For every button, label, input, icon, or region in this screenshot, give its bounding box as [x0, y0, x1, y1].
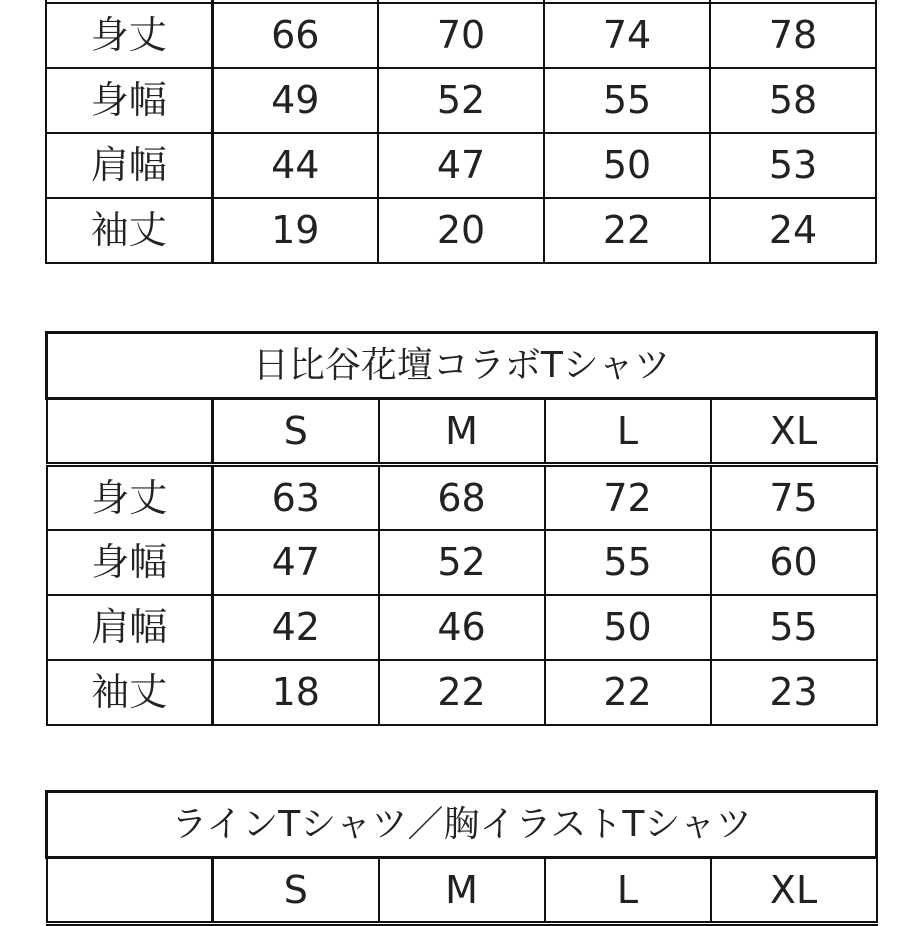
- size-header: M: [379, 858, 545, 924]
- cell-value: 42: [213, 595, 379, 660]
- cell-value: 49: [212, 68, 378, 133]
- row-label: 肩幅: [46, 133, 212, 198]
- cell-value: 22: [544, 198, 710, 263]
- size-table-3: [45, 790, 878, 926]
- cell-value: 46: [379, 595, 545, 660]
- cell-value: 68: [379, 465, 545, 530]
- cell-value: 52: [379, 530, 545, 595]
- table-row: [47, 595, 877, 660]
- row-label: 身丈: [46, 3, 212, 68]
- cell-value: 47: [213, 530, 379, 595]
- row-label: 袖丈: [46, 198, 212, 263]
- cell-value: 44: [212, 133, 378, 198]
- cell-value: 70: [378, 3, 544, 68]
- size-header: S: [213, 399, 379, 465]
- table-title-row: [47, 333, 877, 399]
- table-title-row: [47, 792, 877, 858]
- cell-value: 52: [378, 68, 544, 133]
- cell-value: 63: [213, 465, 379, 530]
- row-label: 身幅: [46, 68, 212, 133]
- table-row: [47, 660, 877, 725]
- cell-value: 75: [711, 465, 877, 530]
- cell-value: 74: [544, 3, 710, 68]
- cell-value: 24: [710, 198, 876, 263]
- row-label: 袖丈: [47, 660, 213, 725]
- cell-value: 23: [711, 660, 877, 725]
- cell-value: 19: [212, 198, 378, 263]
- cell-value: 47: [378, 133, 544, 198]
- cell-value: 18: [213, 660, 379, 725]
- row-label: 身丈: [47, 465, 213, 530]
- cell-value: 60: [711, 530, 877, 595]
- cell-value: 66: [212, 3, 378, 68]
- table-row: [46, 3, 876, 68]
- table-header-row: [47, 399, 877, 465]
- row-label: 身幅: [47, 530, 213, 595]
- cell-value: 53: [710, 133, 876, 198]
- table-row: [46, 198, 876, 263]
- cell-value: 78: [710, 3, 876, 68]
- cell-value: 22: [379, 660, 545, 725]
- row-label: 肩幅: [47, 595, 213, 660]
- corner-cell: [47, 399, 213, 465]
- corner-cell: [47, 858, 213, 924]
- cell-value: 22: [545, 660, 711, 725]
- cell-value: 50: [545, 595, 711, 660]
- table-title: ラインTシャツ／胸イラストTシャツ: [47, 792, 877, 858]
- size-header: S: [213, 858, 379, 924]
- cell-value: 55: [711, 595, 877, 660]
- table-row: [46, 133, 876, 198]
- cell-value: 20: [378, 198, 544, 263]
- table-row: [47, 465, 877, 530]
- cell-value: 50: [544, 133, 710, 198]
- table-row: [47, 530, 877, 595]
- cell-value: 55: [545, 530, 711, 595]
- size-header: L: [545, 858, 711, 924]
- size-table-2: [45, 331, 878, 726]
- cell-value: 55: [544, 68, 710, 133]
- table-row: [46, 68, 876, 133]
- size-header: XL: [711, 858, 877, 924]
- size-header: XL: [711, 399, 877, 465]
- size-header: M: [379, 399, 545, 465]
- size-table-1: [45, 0, 877, 264]
- table-title: 日比谷花壇コラボTシャツ: [47, 333, 877, 399]
- cell-value: 58: [710, 68, 876, 133]
- size-header: L: [545, 399, 711, 465]
- table-header-row: [47, 858, 877, 924]
- cell-value: 72: [545, 465, 711, 530]
